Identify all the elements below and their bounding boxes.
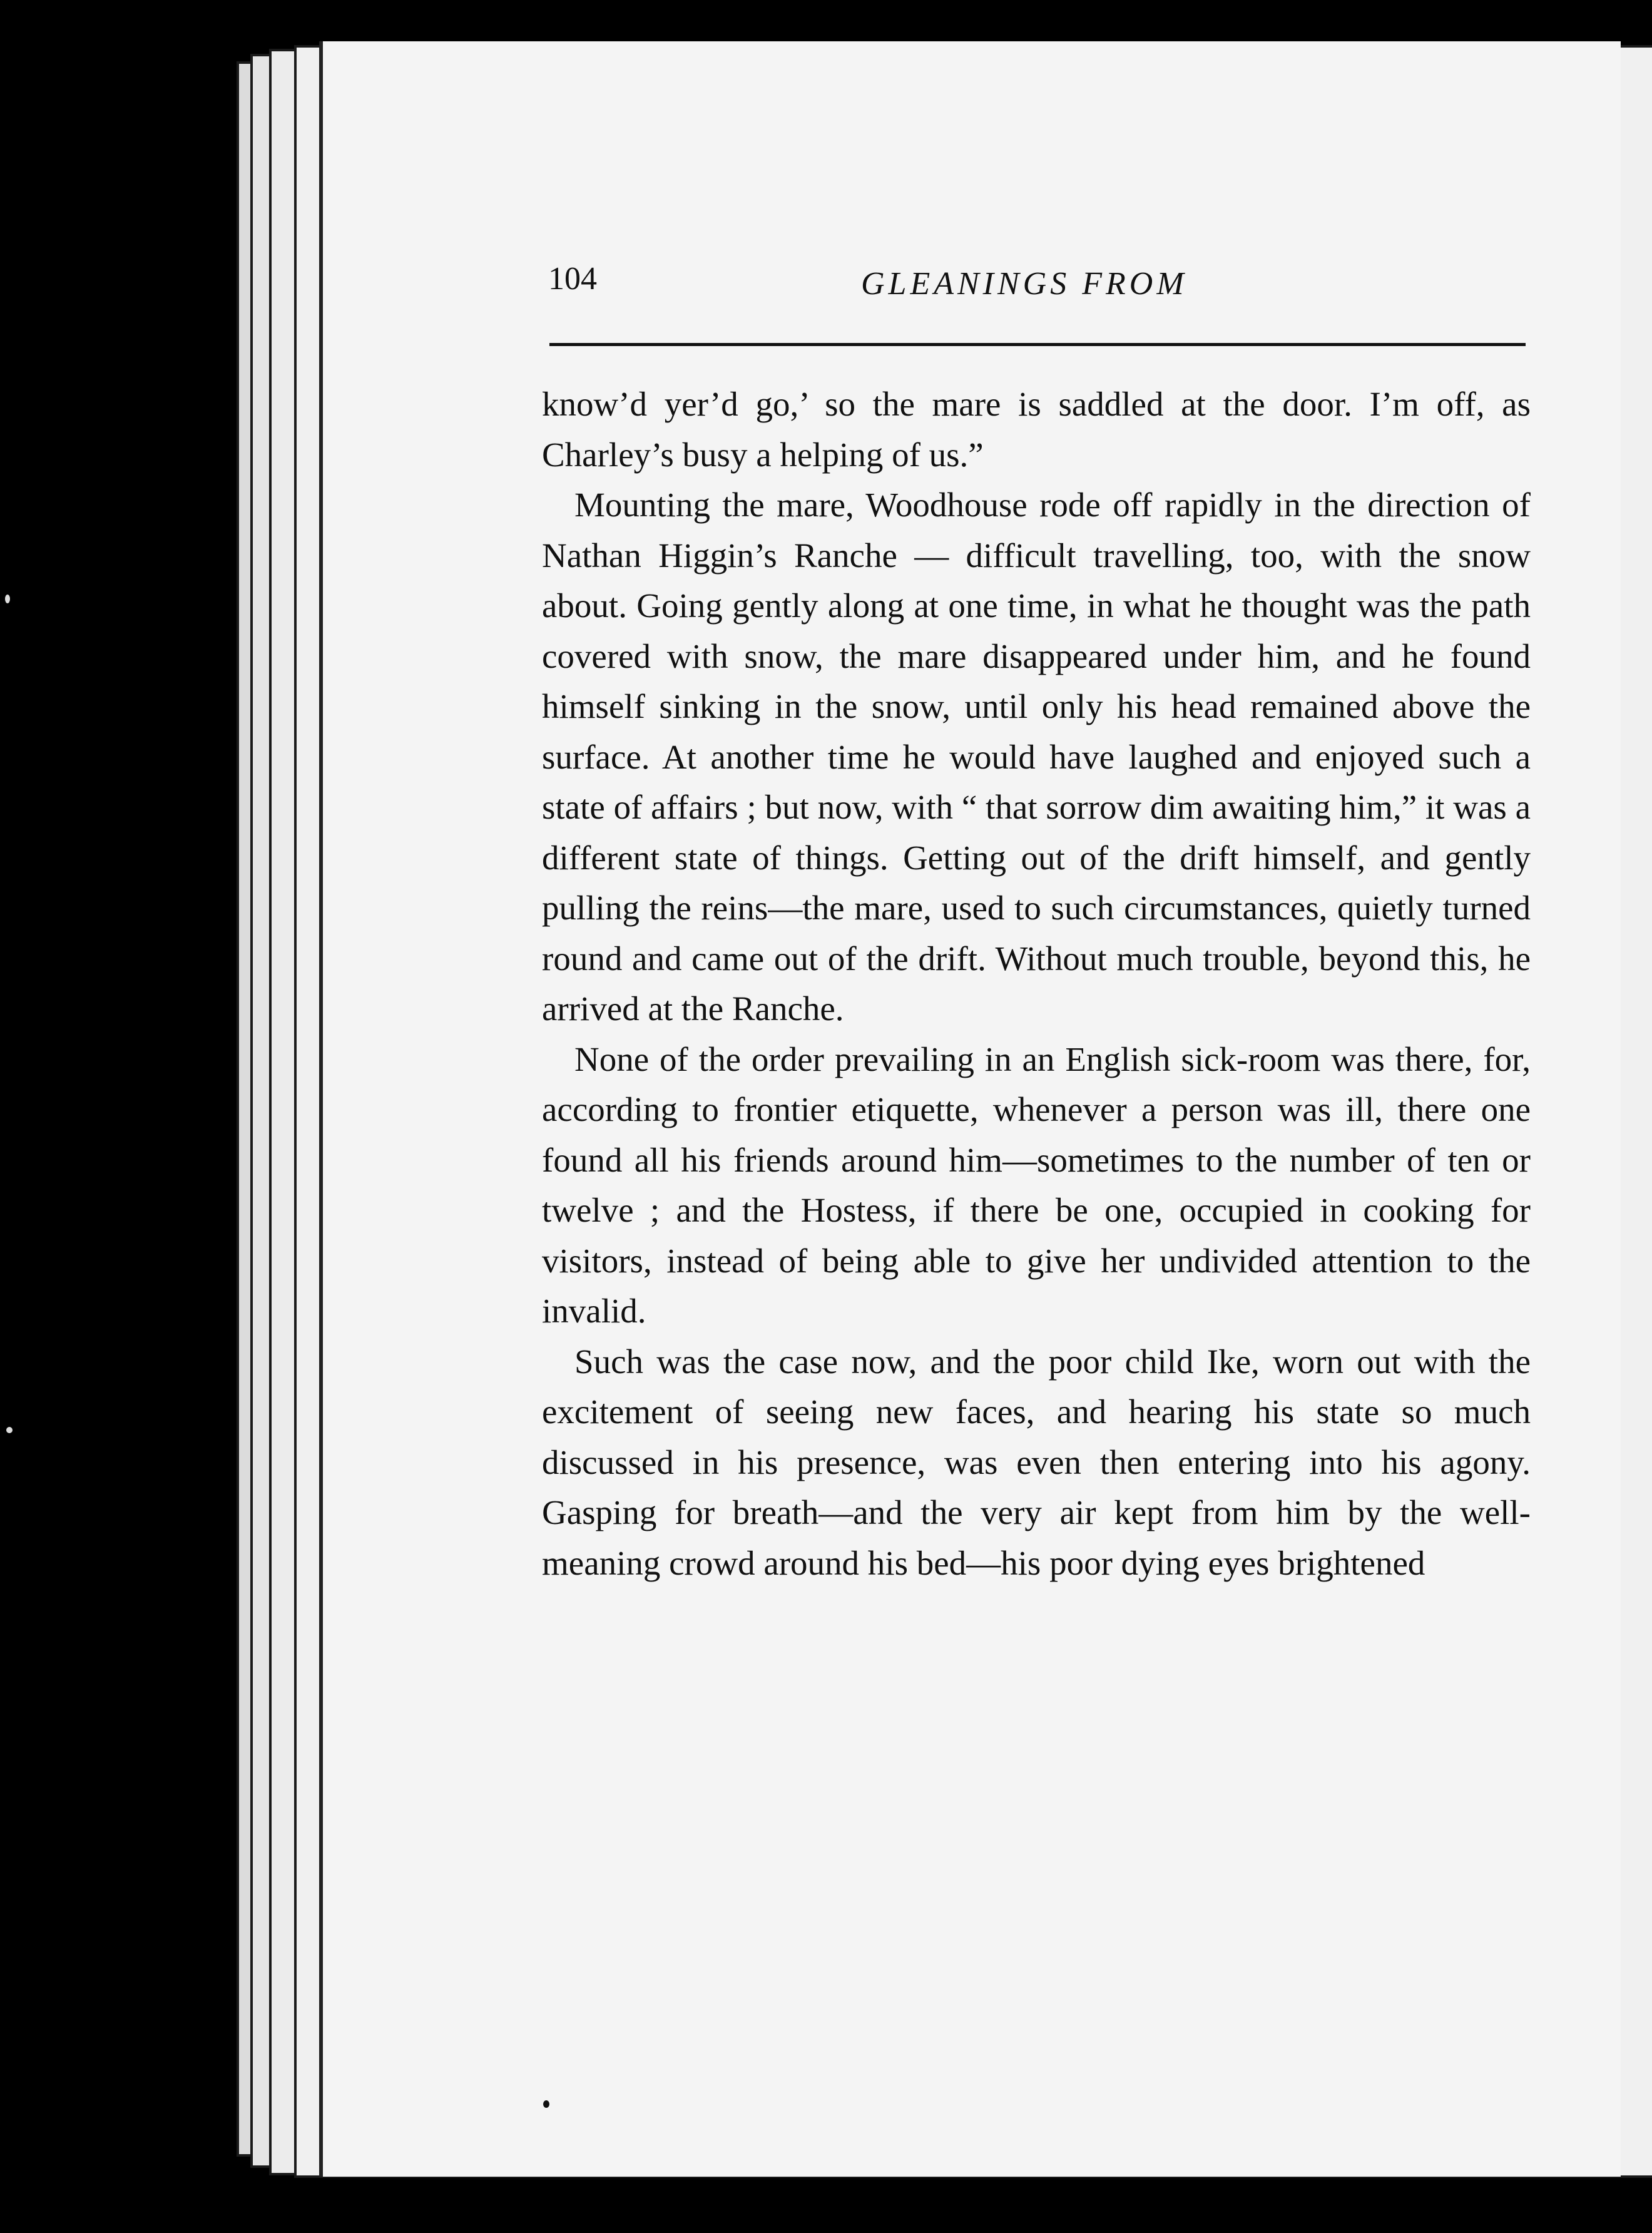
- paragraph: know’d yer’d go,’ so the mare is saddled at the door. I’m off, as Charley’s busy a helping of us.”: [542, 385, 1531, 474]
- ink-speck: [6, 1427, 13, 1433]
- header-rule: [549, 343, 1526, 346]
- ink-speck: [5, 595, 10, 603]
- ink-speck: [543, 2100, 549, 2108]
- page-header: [548, 260, 1524, 317]
- page-number: 104: [548, 261, 597, 297]
- body-text: [542, 379, 1531, 1588]
- book-page: [319, 41, 1621, 2177]
- paragraph: Such was the case now, and the poor child Ike, worn out with the excitement of seeing new faces, and hearing his state so much discussed in his presence, was even then entering into his agony. Gasping for breath—and the very air kept from him by the well-meaning crowd around his bed—his poor dying eyes brightened: [542, 1342, 1531, 1582]
- running-title: GLEANINGS FROM: [861, 266, 1188, 302]
- paragraph: None of the order prevailing in an English sick-room was there, for, according to frontier etiquette, whenever a person was ill, there one found all his friends around him—sometimes to the number of ten or twelve ; and the Hostess, if there be one, occupied in cooking for visitors, instead of being able to give her undivided attention to the invalid.: [542, 1040, 1531, 1330]
- paragraph: Mounting the mare, Woodhouse rode off rapidly in the direction of Nathan Higgin’s Ranche — difficult travelling, too, with the snow about. Going gently along at one time, in what he thought was the path covered with snow, the mare disappeared under him, and he found himself sinking in the snow, until only his head remained above the surface. At another time he would have laughed and enjoyed such a state of affairs ; but now, with “ that sorrow dim awaiting him,” it was a different state of things. Getting out of the drift himself, and gently pulling the reins—the mare, used to such circumstances, quietly turned round and came out of the drift. Without much trouble, beyond this, he arrived at the Ranche.: [542, 486, 1531, 1028]
